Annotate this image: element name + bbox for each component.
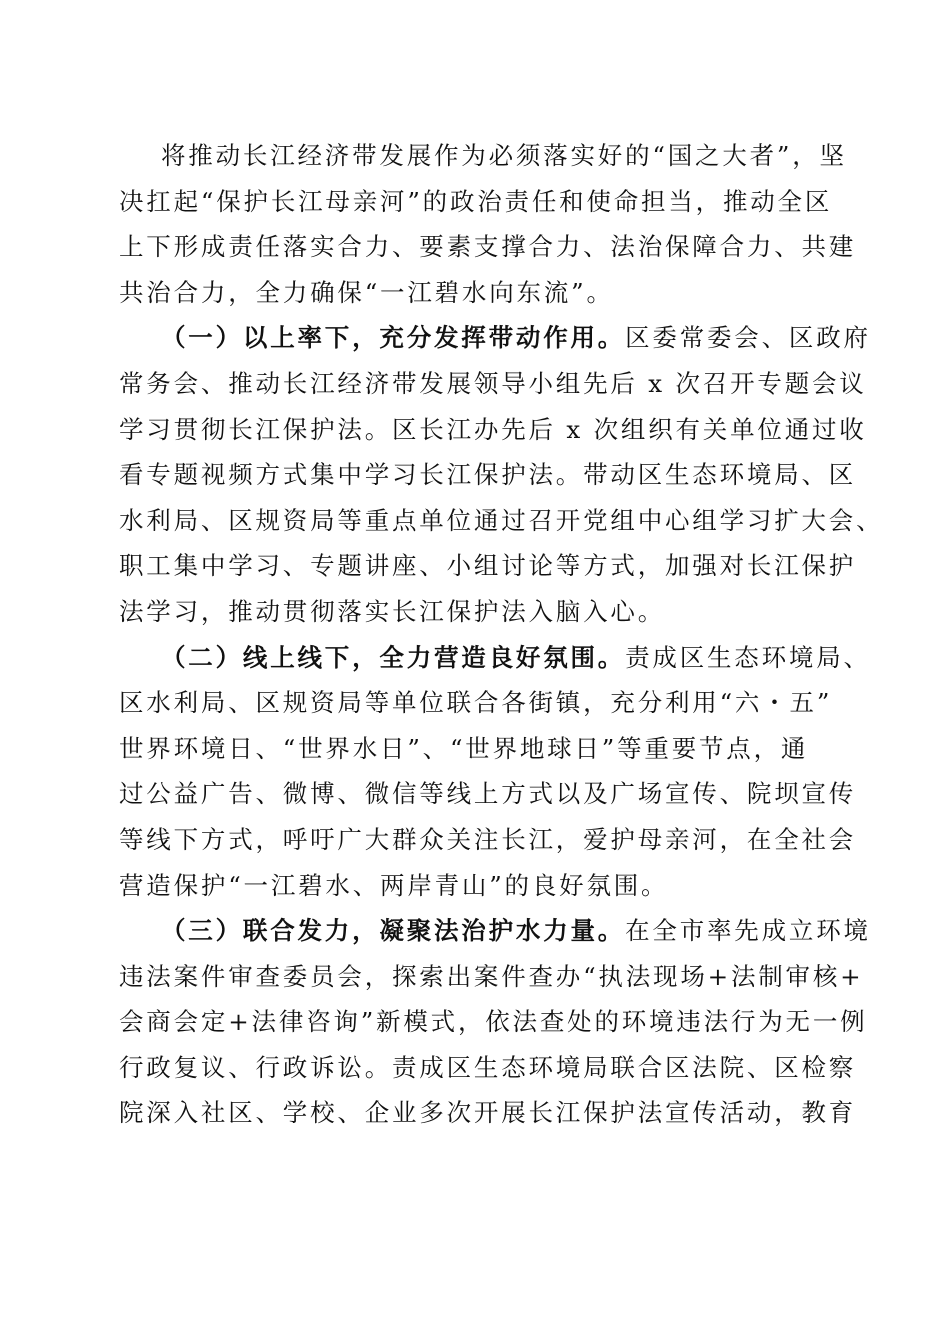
text-line	[119, 908, 871, 954]
text-fragment: 责成区生态环境局、	[625, 642, 871, 672]
paragraph-section-1	[119, 315, 884, 634]
section-heading: （三）联合发力，凝聚法治护水力量。	[161, 916, 626, 946]
text-line: 职工集中学习、专题讲座、小组讨论等方式，加强对长江保护	[119, 551, 857, 581]
text-line: 会商会定+法律咨询”新模式，依法查处的环境违法行为无一例	[119, 1007, 868, 1037]
document-body	[119, 133, 884, 1136]
text-line: 营造保护“一江碧水、两岸青山”的良好氛围。	[119, 870, 669, 900]
text-line: 区水利局、区规资局等单位联合各街镇，充分利用“六・五”	[119, 688, 833, 718]
text-line: 水利局、区规资局等重点单位通过召开党组中心组学习扩大会、	[119, 505, 884, 535]
text-line: 将推动长江经济带发展作为必须落实好的“国之大者”，坚	[161, 141, 847, 170]
text-line: 院深入社区、学校、企业多次开展长江保护法宣传活动，教育	[119, 1098, 857, 1128]
text-line: 行政复议、行政诉讼。责成区生态环境局联合区法院、区检察	[119, 1052, 857, 1082]
text-line: 世界环境日、“世界水日”、“世界地球日”等重要节点，通	[119, 733, 809, 763]
text-line: 决扛起“保护长江母亲河”的政治责任和使命担当，推动全区	[119, 186, 833, 216]
text-line: 法学习，推动贯彻落实长江保护法入脑入心。	[119, 596, 665, 626]
text-line: 等线下方式，呼吁广大群众关注长江，爱护母亲河，在全社会	[119, 824, 857, 854]
text-line: 学习贯彻长江保护法。区长江办先后 x 次组织有关单位通过收	[119, 414, 867, 444]
section-heading: （一）以上率下，充分发挥带动作用。	[161, 323, 626, 353]
text-line: 共治合力，全力确保“一江碧水向东流”。	[119, 277, 614, 307]
text-line: 违法案件审查委员会，探索出案件查办“执法现场+法制审核+	[119, 961, 864, 991]
text-fragment: 在全市率先成立环境	[625, 916, 871, 946]
text-line	[119, 315, 871, 361]
paragraph-section-3	[119, 908, 871, 1136]
text-line: 过公益广告、微博、微信等线上方式以及广场宣传、院坝宣传	[119, 779, 857, 809]
text-line: 常务会、推动长江经济带发展领导小组先后 x 次召开专题会议	[119, 368, 867, 398]
text-line	[119, 635, 871, 681]
text-fragment: 区委常委会、区政府	[625, 323, 871, 353]
section-heading: （二）线上线下，全力营造良好氛围。	[161, 642, 626, 672]
paragraph-section-2	[119, 635, 871, 909]
text-line: 看专题视频方式集中学习长江保护法。带动区生态环境局、区	[119, 460, 857, 490]
paragraph-intro	[119, 133, 857, 315]
text-line: 上下形成责任落实合力、要素支撑合力、法治保障合力、共建	[119, 232, 857, 262]
